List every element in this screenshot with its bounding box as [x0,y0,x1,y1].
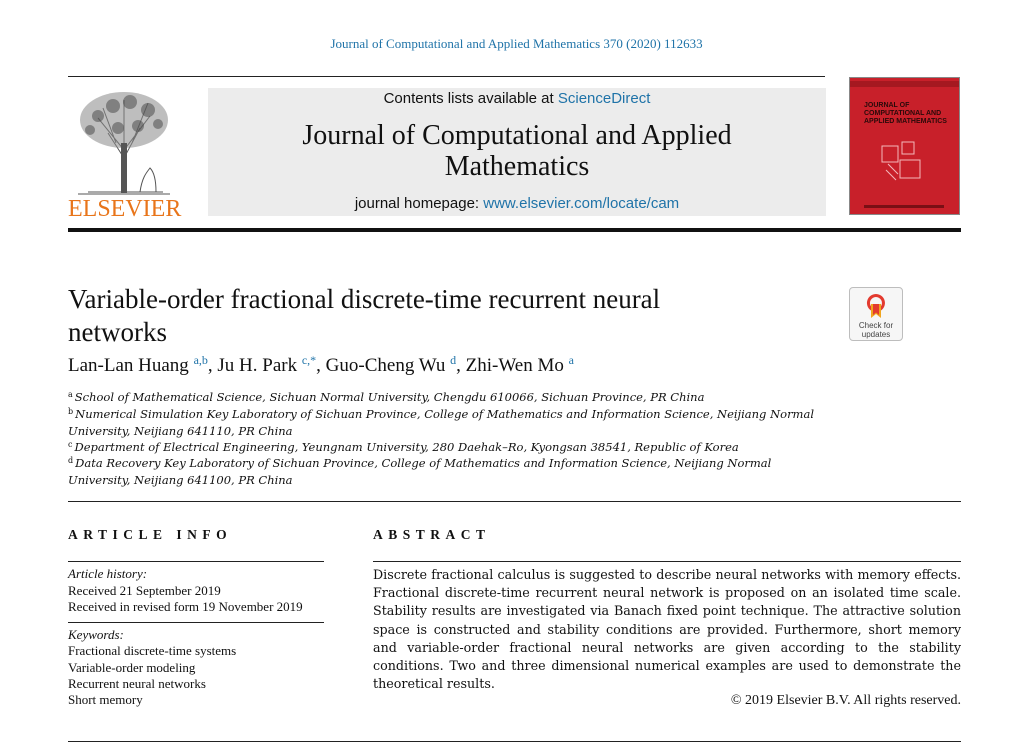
author-affiliation-mark[interactable]: c,* [301,353,317,367]
journal-title-line2: Mathematics [444,151,590,182]
article-info-rule [68,561,324,562]
journal-citation[interactable]: Journal of Computational and Applied Mathematics 370 (2020) 112633 [330,36,703,51]
author-name[interactable]: Guo-Cheng Wu [325,355,446,376]
affiliation-mark: c [68,440,73,449]
keyword-item: Short memory [68,692,143,707]
affiliation-d [68,453,828,488]
check-for-updates-button[interactable] [849,287,903,341]
elsevier-wordmark: ELSEVIER [68,196,182,222]
received-date: Received 21 September 2019 [68,583,221,598]
affiliation-text: School of Mathematical Science, Sichuan Normal University, Chengdu 610066, Sichuan Province, PR China [74,390,705,404]
journal-title [208,120,826,182]
journal-homepage [208,195,826,212]
cover-top-band [850,81,959,87]
abstract-heading: ABSTRACT [373,527,491,542]
contents-prefix: Contents lists available at [383,90,558,107]
author-name[interactable]: Zhi-Wen Mo [465,355,564,376]
article-info-heading: ARTICLE INFO [68,527,233,542]
keyword-item: Recurrent neural networks [68,676,206,691]
author-separator: , [456,355,466,376]
author-name[interactable]: Lan-Lan Huang [68,355,189,376]
affiliation-mark: d [68,456,74,465]
paper-title-line2: networks [68,317,167,347]
affiliation-mark: a [68,390,73,399]
copyright-notice: © 2019 Elsevier B.V. All rights reserved. [730,693,961,708]
contents-availability [208,90,826,107]
header-divider-thick [68,228,961,232]
section-divider [68,501,961,502]
affiliation-mark: b [68,407,74,416]
homepage-prefix: journal homepage: [354,195,484,212]
check-for-updates-line1: Check for [858,321,894,330]
header-divider-top [68,76,825,77]
affiliation-text: Department of Electrical Engineering, Yeungnam University, 280 Daehak–Ro, Kyongsan 38541, Republic of Korea [74,440,739,454]
author-list [68,353,868,377]
cover-bottom-bar [864,205,944,208]
affiliation-text: University, Neijiang 641110, PR China [68,423,293,438]
author-separator: , [207,355,218,376]
footer-divider [68,741,961,742]
abstract-rule [373,561,961,562]
abstract-text: Discrete fractional calculus is suggested to describe neural networks with memory effects. Fractional discrete-time recurrent neural network is proposed on an isolated time scale. Stability results are investigated via Banach fixed point technique. The attractive solution space is constructed and stability conditions are provided. Furthermore, short memory and variable-order fractional neural networks are given according to the stability conditions. Two and three dimensional numerical examples are used to demonstrate the theoretical results. [373,567,961,692]
affiliation-text: Data Recovery Key Laboratory of Sichuan Province, College of Mathematics and Information Science, Neijiang Normal [75,456,772,470]
check-for-updates-line2: updates [861,330,891,339]
journal-title-line1: Journal of Computational and Applied [302,120,732,151]
sciencedirect-link[interactable]: ScienceDirect [557,90,651,107]
check-for-updates-icon [865,292,887,320]
keyword-item: Fractional discrete-time systems [68,643,237,658]
author-affiliation-mark[interactable]: a,b [193,353,208,367]
cover-figure-icon [878,140,928,184]
journal-cover-image[interactable] [849,77,960,215]
keywords-label: Keywords: [68,627,124,642]
revised-date: Received in revised form 19 November 2019 [68,599,303,614]
homepage-link[interactable]: www.elsevier.com/locate/cam [483,195,680,212]
author-affiliation-mark[interactable]: a [568,353,574,367]
author-name[interactable]: Ju H. Park [217,355,298,376]
keyword-item: Variable-order modeling [68,660,196,675]
check-for-updates-label [850,321,902,339]
affiliation-text: Numerical Simulation Key Laboratory of Sichuan Province, College of Mathematics and Information Science, Neijiang Normal [75,407,814,421]
author-affiliation-mark[interactable]: d [450,353,457,367]
author-separator: , [316,355,326,376]
affiliation-text: University, Neijiang 641100, PR China [68,472,293,487]
paper-title [68,283,828,349]
paper-title-line1: Variable-order fractional discrete-time recurrent neural [68,284,661,314]
cover-title: JOURNAL OF COMPUTATIONAL AND APPLIED MATHEMATICS [864,102,947,125]
article-history-label: Article history: [68,566,148,581]
affiliation-a [68,387,828,406]
affiliation-b [68,404,828,439]
keywords-rule [68,622,324,623]
